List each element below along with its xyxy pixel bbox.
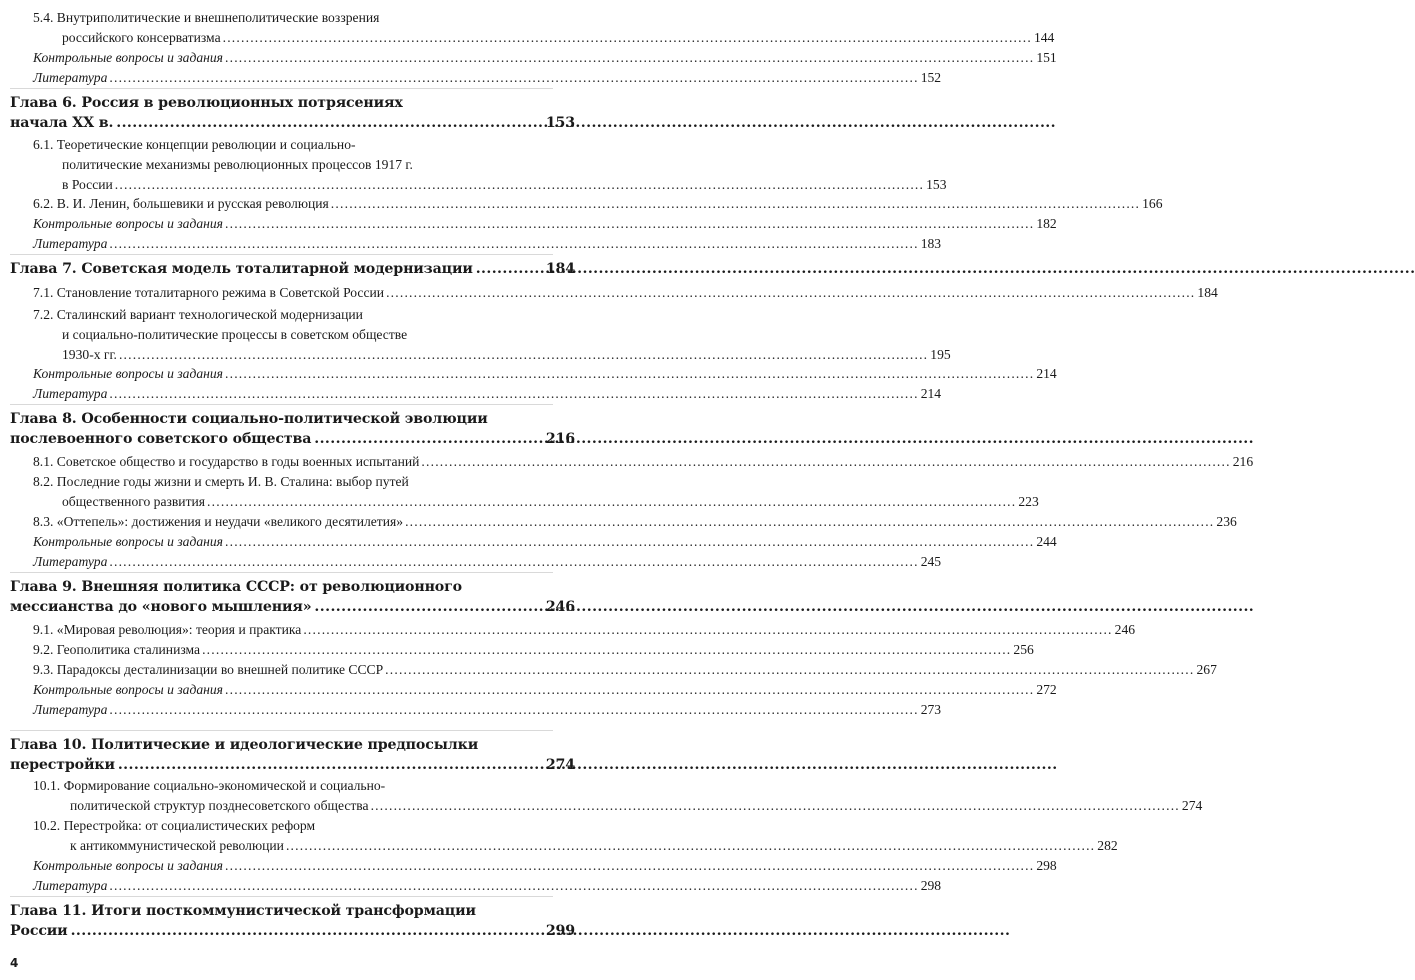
toc-chapter-title-line: начала XX в.	[10, 114, 114, 131]
toc-section-entry[interactable]	[33, 512, 1237, 532]
toc-page-number: 214	[1036, 366, 1057, 381]
toc-section-entry[interactable]	[33, 472, 1039, 512]
toc-page-number: 244	[1036, 534, 1057, 549]
toc-entry-text-line: 10.2. Перестройка: от социалистических реформ	[33, 818, 316, 833]
toc-page-number: 182	[1036, 216, 1057, 231]
toc-entry-text-line: 9.3. Парадоксы десталинизации во внешней политике СССР	[33, 662, 384, 677]
toc-entry-text-line: 8.1. Советское общество и государство в годы военных испытаний	[33, 454, 420, 469]
chapter-divider	[10, 896, 553, 897]
toc-entry-text-line: Литература	[33, 236, 108, 251]
toc-auxiliary-entry[interactable]	[33, 68, 942, 88]
dot-leader	[71, 922, 1011, 942]
chapter-divider	[10, 404, 553, 405]
toc-entry-text-line: общественного развития	[62, 493, 206, 509]
toc-auxiliary-entry[interactable]	[33, 364, 1057, 384]
toc-auxiliary-entry[interactable]	[33, 856, 1057, 876]
toc-entry-text-line: Литература	[33, 554, 108, 569]
toc-page-number: 183	[920, 236, 942, 251]
toc-page-number: 214	[920, 386, 942, 401]
toc-page-number: 246	[1114, 622, 1136, 637]
toc-page-number: 153	[545, 114, 575, 131]
toc-page-number: 298	[1036, 858, 1057, 873]
toc-page-number: 267	[1196, 662, 1217, 677]
toc-page-number: 256	[1013, 642, 1034, 657]
chapter-divider	[10, 730, 553, 731]
toc-section-entry[interactable]	[33, 452, 1254, 472]
toc-chapter[interactable]	[10, 260, 575, 280]
toc-page-number: 153	[926, 176, 947, 192]
dot-leader	[225, 364, 1034, 384]
dot-leader	[371, 796, 1180, 816]
toc-section-entry[interactable]	[33, 620, 1136, 640]
dot-leader	[331, 194, 1140, 214]
toc-chapter[interactable]	[10, 736, 575, 775]
toc-page-number: 216	[545, 430, 575, 447]
dot-leader	[116, 114, 1056, 134]
toc-page-number: 273	[920, 702, 942, 717]
toc-entry-text-line: Литература	[33, 702, 108, 717]
toc-page-number: 299	[545, 922, 575, 939]
dot-leader	[225, 48, 1034, 68]
toc-entry-text-line: Литература	[33, 70, 108, 85]
toc-auxiliary-entry[interactable]	[33, 234, 942, 254]
toc-chapter-title-line: мессианства до «нового мышления»	[10, 598, 312, 615]
toc-section-entry[interactable]	[33, 776, 1203, 816]
toc-entry-text-line: российского консерватизма	[62, 29, 221, 45]
toc-chapter-title-line: Глава 7. Советская модель тоталитарной модернизации	[10, 261, 473, 277]
toc-section-entry[interactable]	[33, 816, 1118, 856]
toc-section-entry[interactable]	[33, 305, 951, 364]
dot-leader	[225, 214, 1034, 234]
toc-page-number: 236	[1216, 514, 1237, 529]
chapter-divider	[10, 572, 553, 573]
toc-entry-text-line: 10.1. Формирование социально-экономической и социально-	[33, 778, 386, 793]
toc-entry-text-line: к антикоммунистической революции	[70, 837, 284, 853]
toc-page-number: 272	[1036, 682, 1057, 697]
toc-section-entry[interactable]	[33, 194, 1163, 214]
toc-auxiliary-entry[interactable]	[33, 552, 942, 572]
toc-entry-text-line: 8.3. «Оттепель»: достижения и неудачи «великого десятилетия»	[33, 514, 404, 529]
dot-leader	[109, 384, 918, 404]
toc-entry-text-line: Литература	[33, 878, 108, 893]
dot-leader	[109, 876, 918, 896]
dot-leader	[385, 660, 1194, 680]
toc-chapter[interactable]	[10, 902, 575, 941]
toc-page-number: 195	[930, 346, 951, 362]
toc-chapter-title-line: перестройки	[10, 756, 115, 773]
dot-leader	[109, 68, 918, 88]
toc-entry-text-line: и социально-политические процессы в советском обществе	[62, 326, 408, 342]
dot-leader	[109, 552, 918, 572]
dot-leader	[476, 260, 1415, 280]
toc-chapter-title-line: послевоенного советского общества	[10, 430, 312, 447]
dot-leader	[202, 640, 1011, 660]
toc-chapter-title-line: Глава 11. Итоги посткоммунистической трансформации	[10, 903, 476, 919]
toc-entry-text-line: политической структур позднесоветского общества	[70, 797, 369, 813]
toc-page-number: 274	[545, 756, 575, 773]
toc-chapter[interactable]	[10, 94, 575, 133]
toc-entry-text-line: 9.1. «Мировая революция»: теория и практика	[33, 622, 302, 637]
dot-leader	[225, 532, 1034, 552]
toc-entry-text-line: Контрольные вопросы и задания	[33, 366, 223, 381]
toc-page-number: 166	[1142, 196, 1163, 211]
toc-page-number: 184	[545, 261, 575, 277]
dot-leader	[303, 620, 1112, 640]
toc-auxiliary-entry[interactable]	[33, 532, 1057, 552]
dot-leader	[314, 430, 1254, 450]
dot-leader	[118, 756, 1058, 776]
chapter-divider	[10, 88, 553, 89]
dot-leader	[223, 28, 1032, 48]
toc-auxiliary-entry[interactable]	[33, 700, 942, 720]
toc-entry-text-line: 8.2. Последние годы жизни и смерть И. В. Сталина: выбор путей	[33, 474, 409, 489]
toc-chapter-title-line: России	[10, 922, 68, 939]
toc-entry-text-line: Контрольные вопросы и задания	[33, 534, 223, 549]
toc-page-number: 223	[1018, 493, 1039, 509]
toc-entry-text-line: в России	[62, 176, 113, 192]
toc-page-number: 274	[1181, 797, 1203, 813]
toc-section-entry[interactable]	[33, 135, 947, 194]
toc-section-entry[interactable]	[33, 283, 1218, 303]
chapter-divider	[10, 254, 553, 255]
toc-chapter-title-line: Глава 9. Внешняя политика СССР: от революционного	[10, 579, 462, 595]
dot-leader	[405, 512, 1214, 532]
toc-section-entry[interactable]	[33, 640, 1034, 660]
dot-leader	[119, 345, 928, 365]
toc-chapter-title-line: Глава 6. Россия в революционных потрясениях	[10, 95, 403, 111]
toc-entry-text-line: 7.1. Становление тоталитарного режима в Советской России	[33, 285, 385, 300]
toc-chapter[interactable]	[10, 578, 575, 617]
toc-page-number: 298	[920, 878, 942, 893]
toc-entry-text-line: Контрольные вопросы и задания	[33, 682, 223, 697]
toc-page-number: 152	[920, 70, 942, 85]
toc-entry-text-line: 1930-х гг.	[62, 346, 117, 362]
toc-entry-text-line: 7.2. Сталинский вариант технологической модернизации	[33, 307, 363, 322]
dot-leader	[314, 598, 1254, 618]
dot-leader	[386, 283, 1195, 303]
toc-page-number: 184	[1197, 285, 1218, 300]
toc-chapter-title-line: Глава 10. Политические и идеологические предпосылки	[10, 737, 479, 753]
toc-chapter-title-line: Глава 8. Особенности социально-политической эволюции	[10, 411, 488, 427]
dot-leader	[115, 175, 924, 195]
dot-leader	[286, 836, 1095, 856]
toc-entry-text-line: 5.4. Внутриполитические и внешнеполитические воззрения	[33, 10, 380, 25]
toc-entry-text-line: политические механизмы революционных процессов 1917 г.	[62, 156, 413, 172]
toc-entry-text-line: Литература	[33, 386, 108, 401]
dot-leader	[421, 452, 1230, 472]
dot-leader	[109, 700, 918, 720]
toc-auxiliary-entry[interactable]	[33, 214, 1057, 234]
toc-section-entry[interactable]	[33, 8, 1055, 48]
toc-auxiliary-entry[interactable]	[33, 48, 1057, 68]
toc-page-number: 216	[1232, 454, 1254, 469]
toc-entry-text-line: 6.2. В. И. Ленин, большевики и русская революция	[33, 196, 329, 211]
toc-chapter[interactable]	[10, 410, 575, 449]
toc-auxiliary-entry[interactable]	[33, 384, 942, 404]
toc-page-number: 282	[1097, 837, 1118, 853]
toc-entry-text-line: 9.2. Геополитика сталинизма	[33, 642, 201, 657]
toc-section-entry[interactable]	[33, 660, 1217, 680]
toc-page-number: 246	[545, 598, 575, 615]
toc-entry-text-line: 6.1. Теоретические концепции революции и социально-	[33, 137, 356, 152]
toc-auxiliary-entry[interactable]	[33, 680, 1057, 700]
dot-leader	[225, 856, 1034, 876]
toc-auxiliary-entry[interactable]	[33, 876, 942, 896]
page-number: 4	[10, 956, 19, 970]
toc-entry-text-line: Контрольные вопросы и задания	[33, 216, 223, 231]
toc-entry-text-line: Контрольные вопросы и задания	[33, 50, 223, 65]
dot-leader	[225, 680, 1034, 700]
toc-entry-text-line: Контрольные вопросы и задания	[33, 858, 223, 873]
toc-page-number: 151	[1036, 50, 1057, 65]
toc-page-number: 144	[1033, 29, 1055, 45]
dot-leader	[207, 492, 1016, 512]
dot-leader	[109, 234, 918, 254]
toc-page-number: 245	[920, 554, 942, 569]
